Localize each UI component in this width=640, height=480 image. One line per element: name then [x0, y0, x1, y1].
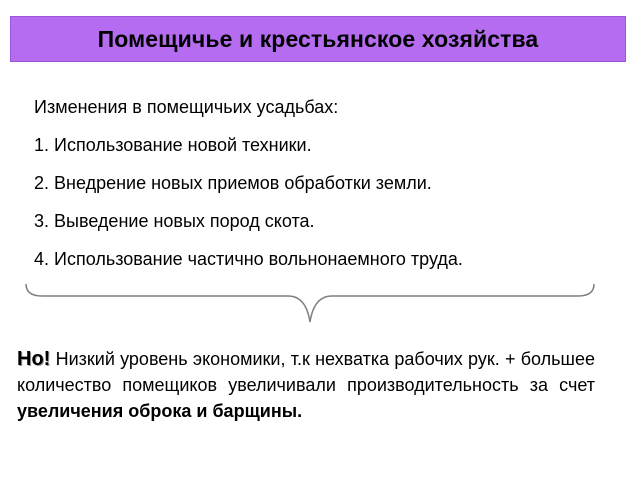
title-banner: [10, 16, 626, 62]
curly-brace-icon: [20, 280, 600, 330]
note-emphasis: увеличения оброка и барщины.: [17, 401, 303, 421]
list-item: 2. Внедрение новых приемов обработки земли.: [34, 173, 432, 193]
list-item: 3. Выведение новых пород скота.: [34, 211, 315, 231]
page-title: Помещичье и крестьянское хозяйства: [97, 25, 539, 52]
note-lead: Но!: [17, 348, 51, 370]
list-item: 1. Использование новой техники.: [34, 135, 312, 155]
list-intro: Изменения в помещичьих усадьбах:: [34, 97, 339, 117]
changes-list: [34, 97, 614, 287]
conclusion-note: [17, 346, 595, 424]
note-text: Низкий уровень экономики, т.к нехватка рабочих рук. + большее количество помещиков увеличивали производительность за счет: [17, 349, 595, 395]
list-item: 4. Использование частично вольнонаемного труда.: [34, 249, 463, 269]
